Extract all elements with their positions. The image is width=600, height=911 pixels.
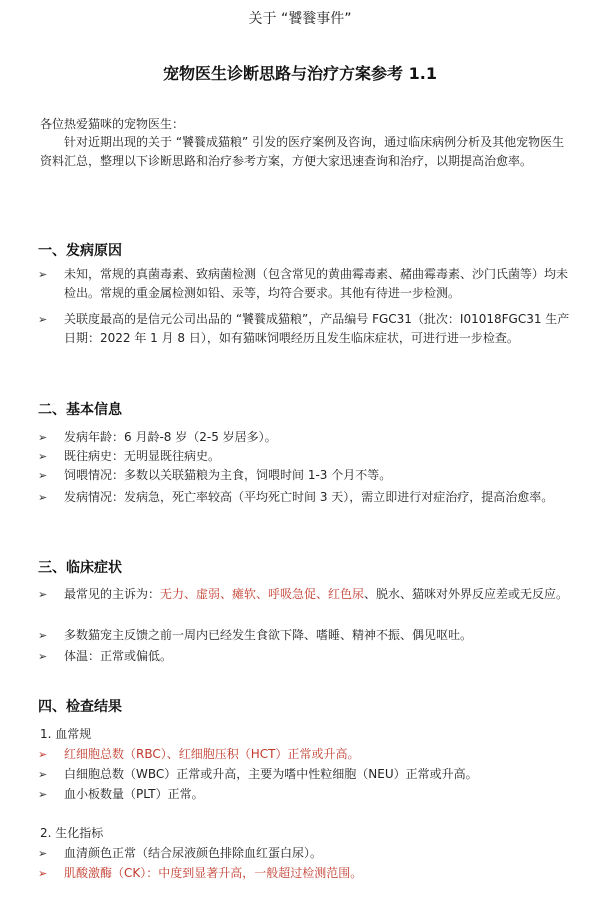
list-item xyxy=(38,428,578,447)
arrow-bullet-icon: ➢ xyxy=(38,629,48,642)
section-heading-causes: 一、发病原因 xyxy=(38,243,122,259)
list-item-text: 血清颜色正常（结合尿液颜色排除血红蛋白尿）。 xyxy=(64,846,323,860)
list-item-text: 肌酸激酶（CK）：中度到显著升高，一般超过检测范围。 xyxy=(64,866,363,880)
list-item-text: 未知，常规的真菌毒素、致病菌检测（包含常见的黄曲霉毒素、赭曲霉毒素、沙门氏菌等）均未检出。常规的重金属检测如铅、汞等，均符合要求。其他有待进一步检测。 xyxy=(64,267,569,300)
arrow-bullet-icon: ➢ xyxy=(38,847,48,860)
arrow-bullet-icon: ➢ xyxy=(38,268,48,281)
document-title: 宠物医生诊断思路与治疗方案参考 1.1 xyxy=(163,64,437,83)
list-item xyxy=(38,844,578,863)
section-heading-exam-results: 四、检查结果 xyxy=(38,699,122,715)
list-item-text: 发病情况：发病急，死亡率较高（平均死亡时间 3 天），需立即进行对症治疗，提高治愈率。 xyxy=(64,490,554,504)
arrow-bullet-icon: ➢ xyxy=(38,588,48,601)
list-item-text: 饲喂情况：多数以关联猫粮为主食，饲喂时间 1-3 个月不等。 xyxy=(64,468,392,482)
arrow-bullet-icon: ➢ xyxy=(38,768,48,781)
arrow-bullet-icon: ➢ xyxy=(38,788,48,801)
symptom-suffix: 、脱水、猫咪对外界反应差或无反应。 xyxy=(364,587,569,601)
greeting: 各位热爱猫咪的宠物医生： xyxy=(40,117,185,131)
list-item xyxy=(38,864,578,883)
symptom-prefix: 最常见的主诉为： xyxy=(64,587,161,601)
list-item xyxy=(38,647,578,666)
arrow-bullet-icon: ➢ xyxy=(38,650,48,663)
arrow-bullet-icon: ➢ xyxy=(38,748,48,761)
list-item-text: 体温：正常或偏低。 xyxy=(64,649,173,663)
arrow-bullet-icon: ➢ xyxy=(38,491,48,504)
list-item xyxy=(38,466,578,485)
list-item-text: 关联度最高的是信元公司出品的 “饕餮成猫粮”，产品编号 FGC31（批次：I01018FGC31 生产日期：2022 年 1 月 8 日），如有猫咪饲喂经历且发生临床症状，可进行进一步检查。 xyxy=(64,312,570,345)
arrow-bullet-icon: ➢ xyxy=(38,867,48,880)
arrow-bullet-icon: ➢ xyxy=(38,313,48,326)
list-item-text: 发病年龄：6 月龄-8 岁（2-5 岁居多）。 xyxy=(64,430,277,444)
pre-title: 关于 “饕餮事件” xyxy=(248,11,352,27)
list-item-text: 多数猫宠主反馈之前一周内已经发生食欲下降、嗜睡、精神不振、偶见呕吐。 xyxy=(64,628,473,642)
arrow-bullet-icon: ➢ xyxy=(38,450,48,463)
list-item-text: 血小板数量（PLT）正常。 xyxy=(64,787,204,801)
list-item xyxy=(38,785,578,804)
list-item xyxy=(38,265,578,303)
list-item xyxy=(38,765,578,784)
intro-paragraph: 针对近期出现的关于 “饕餮成猫粮” 引发的医疗案例及咨询，通过临床病例分析及其他宠物医生资料汇总，整理以下诊断思路和治疗参考方案，方便大家迅速查询和治疗，以期提高治愈率。 xyxy=(40,135,565,168)
list-item xyxy=(38,585,578,604)
list-item-text: 红细胞总数（RBC）、红细胞压积（HCT）正常或升高。 xyxy=(64,747,360,761)
arrow-bullet-icon: ➢ xyxy=(38,469,48,482)
list-item xyxy=(38,447,578,466)
list-item-text: 既往病史：无明显既往病史。 xyxy=(64,449,221,463)
arrow-bullet-icon: ➢ xyxy=(38,431,48,444)
symptom-highlight: 无力、虚弱、瘫软、呼吸急促、红色尿 xyxy=(160,587,365,601)
section-heading-basic-info: 二、基本信息 xyxy=(38,402,122,418)
list-item xyxy=(38,310,578,348)
section-heading-symptoms: 三、临床症状 xyxy=(38,560,122,576)
list-item-text xyxy=(64,585,578,604)
list-item xyxy=(38,745,578,764)
subheading-biochemistry: 2. 生化指标 xyxy=(40,826,104,840)
list-item xyxy=(38,488,578,507)
list-item xyxy=(38,626,578,645)
subheading-blood-routine: 1. 血常规 xyxy=(40,727,92,741)
list-item-text: 白细胞总数（WBC）正常或升高，主要为嗜中性粒细胞（NEU）正常或升高。 xyxy=(64,767,478,781)
